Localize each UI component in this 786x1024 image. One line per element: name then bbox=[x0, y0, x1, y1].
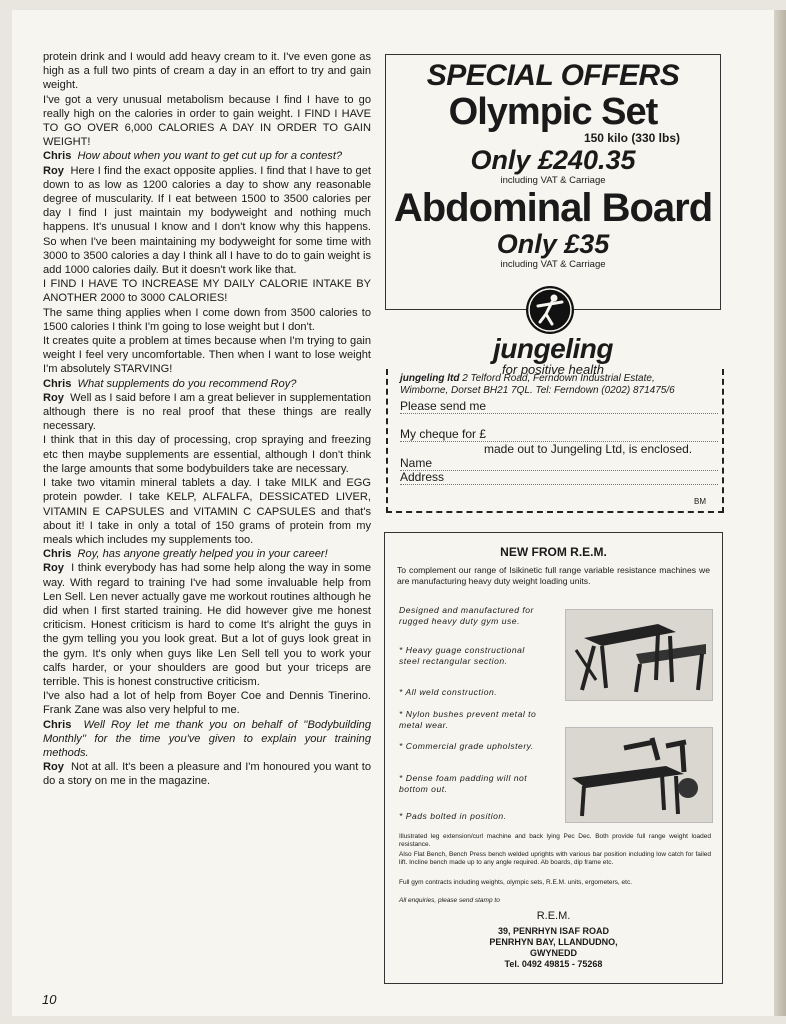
ad-headline: SPECIAL OFFERS bbox=[426, 59, 680, 92]
rem-small-text: Also Flat Bench, Bench Press bench welded uprights with various bar position including low catch for failed lift. Incline bench made up to any angle required. Ab boards, dip frame etc. bbox=[399, 851, 711, 867]
send-field[interactable]: Please send me bbox=[400, 399, 718, 414]
paragraph-text: Here I find the exact opposite applies. I find that I have to get down to as low as 1200 calories a day to show any reasonable degree of muscularity. If I eat between 1500 to 3500 calories per day I find I just maintain my bodyweight and nothing much happens. It's unusual I know and I don't know why this happens. So when I've been maintaining my bodyweight for some time with 3000 to 3500 calories a day I think all I have to do to gain weight is add 1000 calories daily. But it doesn't work like that. bbox=[43, 164, 371, 277]
speaker-name: Chris bbox=[43, 377, 72, 390]
rem-feature: * All weld construction. bbox=[399, 687, 498, 697]
article-paragraph bbox=[43, 547, 371, 561]
ad-product-olympic: Olympic Set bbox=[448, 91, 658, 133]
special-offers-ad bbox=[385, 54, 721, 310]
paragraph-text: Well as I said before I am a great believer in supplementation although there is no real proof that these things are really necessary. bbox=[43, 391, 371, 433]
brand-name: jungeling bbox=[493, 333, 613, 364]
rem-company: R.E.M. bbox=[536, 910, 571, 922]
rem-address-line: PENRHYN BAY, LLANDUDNO, bbox=[489, 937, 618, 947]
question-text: Well Roy let me thank you on behalf of ''Bodybuilding Monthly'' for the time you've given to explain your training methods. bbox=[43, 718, 371, 759]
coupon-code: BM bbox=[694, 497, 706, 506]
rem-address-line: GWYNEDD bbox=[530, 948, 577, 958]
rem-address-line: 39, PENRHYN ISAF ROAD bbox=[497, 926, 610, 936]
speaker-name: Chris bbox=[43, 718, 72, 731]
article-paragraph bbox=[43, 334, 371, 377]
question-text: What supplements do you recommend Roy? bbox=[77, 377, 297, 390]
article-paragraph bbox=[43, 561, 371, 689]
paragraph-text: I FIND I HAVE TO INCREASE MY DAILY CALORIE INTAKE BY ANOTHER 2000 to 3000 CALORIES! bbox=[43, 278, 371, 305]
coupon-address: jungeling ltd 2 Telford Road, Ferndown Industrial Estate, Wimborne, Dorset BH21 7QL. Tel: Ferndown (0202) 871475/6 bbox=[400, 373, 675, 396]
brand-tagline: for positive health bbox=[502, 362, 604, 377]
leg-machine-photo bbox=[565, 609, 713, 701]
ad-price-abdominal: Only £35 bbox=[496, 229, 610, 259]
article-paragraph bbox=[43, 476, 371, 547]
ad-vat-note: including VAT & Carriage bbox=[500, 259, 606, 270]
paragraph-text: Not at all. It's been a pleasure and I'm honoured you want to do a story on me in the magazine. bbox=[43, 761, 371, 788]
rem-intro: To complement our range of Isikinetic full range variable resistance machines we are manufacturing heavy duty weight loading units. bbox=[397, 565, 710, 586]
rem-feature: * Pads bolted in position. bbox=[399, 811, 507, 821]
paragraph-text: I've also had a lot of help from Boyer Coe and Dennis Tinerino. Frank Zane was also very helpful to me. bbox=[43, 690, 371, 717]
page-number: 10 bbox=[42, 992, 57, 1007]
rem-feature: * Dense foam padding will not bottom out. bbox=[399, 773, 528, 794]
rem-feature: * Commercial grade upholstery. bbox=[399, 741, 534, 751]
jungeling-logo-icon bbox=[526, 286, 574, 334]
article-paragraph bbox=[43, 50, 371, 93]
article-paragraph bbox=[43, 306, 371, 334]
cheque-note: made out to Jungeling Ltd, is enclosed. bbox=[484, 442, 693, 456]
article-paragraph bbox=[43, 164, 371, 278]
article-paragraph bbox=[43, 718, 371, 761]
cheque-field[interactable]: My cheque for £ bbox=[400, 427, 718, 442]
page-spine bbox=[774, 10, 786, 1016]
article-paragraph bbox=[43, 93, 371, 150]
rem-feature: * Heavy guage constructional steel rectangular section. bbox=[399, 645, 525, 666]
paragraph-text: protein drink and I would add heavy cream to it. I've even gone as high as a full two pints of cream a day in an effort to try and gain weight. bbox=[43, 51, 371, 92]
article-paragraph bbox=[43, 391, 371, 434]
rem-small-text: Illustrated leg extension/curl machine and back lying Pec Dec. Both provide full range weight loaded resistance. bbox=[399, 833, 711, 849]
rem-small-text: All enquiries, please send stamp to bbox=[399, 897, 500, 904]
speaker-name: Roy bbox=[43, 562, 64, 575]
article-paragraph bbox=[43, 760, 371, 788]
paragraph-text: The same thing applies when I come down from 3500 calories to 1500 calories I think I'm going to lose weight but I don't. bbox=[43, 306, 371, 333]
paragraph-text: I think everybody has had some help along the way in some way. With regard to training I've had some invaluable help from Len Sell. Len never actually gave me workout routines although he did when I first started training. He did however give me honest criticism. Honest criticism is hard to come It's alright the guys in the gym telling you you look great. But a lot of guys look great in the gym. It's only when guys like Len Sell tell you to work your calfs harder, or your shoulders are good but your triceps are terrible. This is honest constructive criticism. bbox=[43, 562, 371, 688]
rem-small-text: Full gym contracts including weights, olympic sets, R.E.M. units, ergometers, etc. bbox=[399, 879, 633, 886]
bench-photo bbox=[565, 727, 713, 823]
article-paragraph bbox=[43, 277, 371, 305]
question-text: Roy, has anyone greatly helped you in your career! bbox=[77, 548, 328, 561]
speaker-name: Roy bbox=[43, 164, 64, 177]
article-paragraph bbox=[43, 149, 371, 163]
ad-vat-note: including VAT & Carriage bbox=[500, 175, 606, 186]
article-column bbox=[43, 50, 371, 1010]
rem-feature: Designed and manufactured for rugged heavy duty gym use. bbox=[399, 605, 534, 626]
name-field[interactable]: Name bbox=[400, 456, 718, 471]
rem-feature: * Nylon bushes prevent metal to metal wear. bbox=[399, 709, 537, 730]
speaker-name: Chris bbox=[43, 150, 72, 163]
article-paragraph bbox=[43, 689, 371, 717]
paragraph-text: I've got a very unusual metabolism because I find I have to go really high on the calories in order to gain weight. I FIND I HAVE TO GO OVER 6,000 CALORIES A DAY IN ORDER TO GAIN WEIGHT! bbox=[43, 93, 371, 149]
ad-price-olympic: Only £240.35 bbox=[470, 145, 636, 175]
ad-product-abdominal: Abdominal Board bbox=[393, 186, 713, 230]
speaker-name: Roy bbox=[43, 761, 64, 774]
address-field[interactable]: Address bbox=[400, 470, 718, 485]
question-text: How about when you want to get cut up for a contest? bbox=[77, 150, 343, 163]
rem-phone: Tel. 0492 49815 - 75268 bbox=[504, 959, 603, 969]
article-paragraph bbox=[43, 377, 371, 391]
article-paragraph bbox=[43, 433, 371, 476]
rem-ad bbox=[384, 532, 723, 984]
paragraph-text: It creates quite a problem at times because when I'm trying to gain weight I feel very uncomfortable. Then when I want to lose weight I'm absolutely STARVING! bbox=[43, 335, 371, 376]
rem-heading: NEW FROM R.E.M. bbox=[500, 545, 607, 559]
speaker-name: Chris bbox=[43, 548, 72, 561]
speaker-name: Roy bbox=[43, 391, 64, 404]
paragraph-text: I think that in this day of processing, crop spraying and freezing etc then maybe supplements are essential, although I don't think the large amounts that some bodybuilders take are necessary. bbox=[43, 434, 371, 475]
paragraph-text: I take two vitamin mineral tablets a day. I take MILK and EGG protein powder. I take KELP, ALFALFA, DESSICATED LIVER, VITAMIN E CAPSULES and VITAMIN C CAPSULES and that's about it! I take in only a total of 150 grams of protein from my meals which includes my supplements too. bbox=[43, 477, 371, 546]
order-coupon bbox=[386, 369, 724, 513]
ad-weight: 150 kilo (330 lbs) bbox=[583, 131, 680, 145]
